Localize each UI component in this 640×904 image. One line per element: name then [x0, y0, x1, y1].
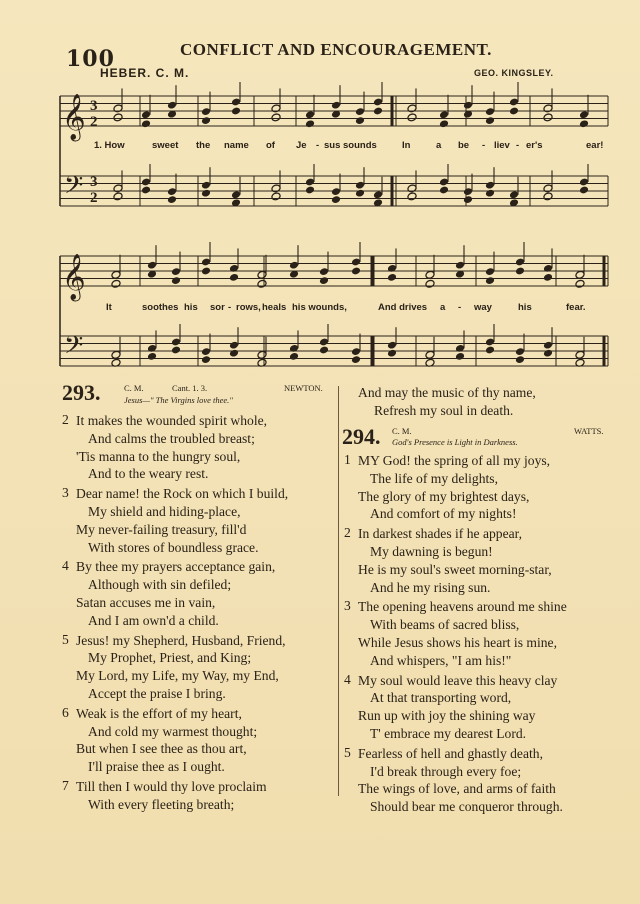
verse-line: By thee my prayers acceptance gain,: [76, 559, 276, 575]
verse-line: The life of my delights,: [370, 470, 498, 486]
verse-number: 5: [62, 631, 69, 647]
note-head: [271, 192, 281, 201]
note-head: [167, 195, 177, 204]
hymn-citation: Cant. 1. 3.: [172, 383, 208, 393]
lyric-syllable: liev: [494, 140, 510, 151]
note-head: [305, 119, 315, 128]
verse-line: My shield and hiding-place,: [88, 504, 241, 519]
note-head: [271, 113, 281, 122]
note-head: [543, 349, 553, 358]
note-head: [515, 267, 525, 276]
lyric-syllable: his: [518, 302, 532, 313]
note-head: [229, 273, 239, 282]
lyric-syllable: -: [458, 302, 462, 313]
staff-lines: [60, 96, 608, 366]
verse-line: The opening heavens around me shine: [358, 599, 567, 615]
lyric-syllable: of: [266, 140, 275, 151]
lyric-syllable: er's: [526, 140, 543, 151]
verse-line: And calms the troubled breast;: [88, 430, 255, 446]
note-head: [113, 113, 123, 122]
verse-line: My Lord, my Life, my Way, my End,: [76, 668, 279, 684]
note-head: [509, 107, 519, 116]
lyric-syllable: his wounds,: [292, 302, 347, 313]
note-head: [387, 349, 397, 358]
lyric-syllable: And drives: [378, 302, 428, 313]
verse-number: 7: [62, 778, 69, 793]
hymn-number: 294.: [342, 424, 381, 449]
page-title: CONFLICT AND ENCOURAGEMENT.: [180, 40, 492, 59]
lyric-syllable: name: [224, 140, 249, 151]
treble-clef-icon: 𝄞: [62, 94, 86, 140]
verse-number: 2: [344, 525, 351, 541]
note-head: [485, 346, 495, 355]
note-head: [485, 189, 495, 198]
bass-clef-icon: 𝄢: [64, 171, 84, 206]
verse-number: 3: [62, 485, 69, 501]
verse-number: 4: [62, 558, 69, 574]
note-head: [407, 113, 417, 122]
lyric-syllable: -: [316, 140, 320, 151]
verse-number: 6: [62, 704, 69, 720]
verse-line: My Prophet, Priest, and King;: [88, 650, 252, 666]
note-head: [543, 273, 553, 282]
note-head: [515, 355, 525, 364]
verse-line: My soul would leave this heavy clay: [358, 672, 558, 688]
note-head: [201, 355, 211, 364]
note-head: [373, 107, 383, 116]
note-head: [201, 267, 211, 276]
note-head: [455, 352, 465, 361]
note-head: [201, 189, 211, 198]
hymn-number: 293.: [62, 380, 101, 405]
note-head: [355, 116, 365, 125]
time-signature: 2: [90, 114, 98, 130]
verse-line: T' embrace my dearest Lord.: [370, 726, 527, 741]
hymn-meter: C. M.: [392, 426, 412, 436]
lyric-syllable: fear.: [566, 302, 586, 313]
note-heads: [111, 82, 589, 367]
time-signature: 3: [90, 174, 98, 190]
bass-clef-icon: 𝄢: [64, 331, 84, 366]
verse-line: With stores of boundless grace.: [88, 539, 259, 555]
verse-line: And may the music of thy name,: [358, 385, 536, 400]
note-head: [111, 279, 121, 288]
verse-line: While Jesus shows his heart is mine,: [358, 635, 557, 650]
note-head: [171, 276, 181, 285]
verse-line: And whispers, "I am his!": [370, 652, 512, 668]
note-head: [147, 352, 157, 361]
lyric-syllable: the: [196, 140, 211, 151]
verse-line: Although with sin defiled;: [88, 577, 232, 593]
note-head: [425, 279, 435, 288]
lyric-syllable: a: [436, 140, 442, 151]
lyric-syllable: a: [440, 302, 446, 313]
verse-line: My never-failing treasury, fill'd: [76, 521, 247, 537]
lyric-syllable: ear!: [586, 140, 604, 151]
verse-line: My dawning is begun!: [370, 544, 493, 559]
tune-name: HEBER. C. M.: [100, 66, 190, 80]
note-head: [579, 119, 589, 128]
lyric-syllable: his: [184, 302, 198, 313]
verse-line: The wings of love, and arms of faith: [358, 781, 556, 797]
verse-line: MY God! the spring of all my joys,: [358, 453, 551, 468]
hymn-meter: C. M.: [124, 383, 144, 393]
verse-line: The glory of my brightest days,: [358, 488, 530, 504]
lyric-syllable: sweet: [152, 140, 179, 151]
verse-line: Till then I would thy love proclaim: [76, 779, 267, 794]
verse-line: With every fleeting breath;: [88, 796, 235, 812]
verse-line: And to the weary rest.: [88, 466, 209, 482]
verse-line: It makes the wounded spirit whole,: [76, 413, 268, 428]
lyric-syllable: way: [474, 302, 492, 313]
hymn-subtitle: God's Presence is Light in Darkness.: [392, 437, 518, 447]
hymn-author: WATTS.: [574, 426, 604, 436]
lyric-syllable: It: [106, 302, 112, 313]
time-signature: 2: [90, 190, 98, 206]
note-head: [305, 186, 315, 195]
verse-line: Weak is the effort of my heart,: [76, 705, 242, 721]
note-head: [351, 355, 361, 364]
verse-line: In darkest shades if he appear,: [358, 526, 523, 542]
page-number: 100: [66, 46, 115, 72]
note-head: [289, 352, 299, 361]
note-head: [113, 192, 123, 201]
treble-clef-icon: 𝄞: [62, 254, 86, 300]
verse-line: Dear name! the Rock on which I build,: [76, 486, 289, 502]
note-head: [485, 276, 495, 285]
note-head: [351, 267, 361, 276]
note-head: [575, 279, 585, 288]
note-head: [387, 273, 397, 282]
verse-line: With beams of sacred bliss,: [370, 617, 520, 633]
verse-line: Jesus! my Shepherd, Husband, Friend,: [76, 632, 286, 648]
note-head: [355, 189, 365, 198]
note-head: [463, 195, 473, 204]
verse-number: 5: [344, 744, 351, 760]
note-head: [141, 119, 151, 128]
note-head: [257, 279, 267, 288]
verse-line: Fearless of hell and ghastly death,: [358, 745, 543, 761]
verse-number: 1: [344, 452, 351, 467]
note-head: [319, 276, 329, 285]
verse-number: 4: [344, 671, 351, 687]
verse-line: Refresh my soul in death.: [374, 402, 514, 418]
hymn-author: NEWTON.: [284, 383, 323, 393]
note-head: [439, 186, 449, 195]
lyric-syllable: Je: [296, 140, 307, 151]
lyric-syllable: In: [402, 140, 411, 151]
note-head: [231, 107, 241, 116]
note-head: [543, 192, 553, 201]
note-head: [141, 186, 151, 195]
hymn-subtitle: Jesus—" The Virgins love thee.": [124, 395, 233, 405]
verse-line: I'd break through every foe;: [370, 763, 522, 779]
verse-line: 'Tis manna to the hungry soul,: [76, 448, 241, 464]
note-head: [485, 116, 495, 125]
verse-number: 3: [344, 598, 351, 614]
note-head: [229, 349, 239, 358]
verse-line: Satan accuses me in vain,: [76, 595, 216, 610]
verse-line: And comfort of my nights!: [370, 506, 517, 522]
verse-number: 2: [62, 412, 69, 427]
note-head: [201, 116, 211, 125]
note-head: [331, 195, 341, 204]
verse-line: But when I see thee as thou art,: [76, 741, 247, 757]
note-head: [543, 113, 553, 122]
lyric-syllable: -: [516, 140, 520, 151]
verse-line: And cold my warmest thought;: [88, 723, 258, 739]
verse-line: Accept the praise I bring.: [88, 686, 226, 701]
note-head: [171, 346, 181, 355]
note-head: [579, 186, 589, 195]
verse-line: And he my rising sun.: [370, 579, 491, 595]
verse-line: At that transporting word,: [370, 690, 512, 706]
lyric-syllable: soothes: [142, 302, 179, 313]
lyric-syllable: -: [482, 140, 486, 151]
lyric-syllable: rows,: [236, 302, 261, 313]
lyric-syllable: heals: [262, 302, 287, 313]
lyric-syllable: sor: [210, 302, 225, 313]
verse-line: He is my soul's sweet morning-star,: [358, 561, 552, 577]
verse-line: Should bear me conqueror through.: [370, 799, 563, 815]
music-score: [0, 0, 640, 380]
lyric-syllable: 1. How: [94, 140, 125, 151]
lyric-syllable: be: [458, 140, 470, 151]
column-divider: [338, 386, 339, 796]
lyric-syllable: sus sounds: [324, 140, 377, 151]
note-head: [439, 119, 449, 128]
verse-line: Run up with joy the shining way: [358, 708, 536, 724]
note-head: [319, 346, 329, 355]
time-signature: 3: [90, 98, 98, 114]
lyric-syllable: -: [228, 302, 232, 313]
note-head: [407, 192, 417, 201]
verse-line: And I am own'd a child.: [88, 612, 219, 628]
composer-name: GEO. KINGSLEY.: [474, 68, 554, 78]
verse-line: I'll praise thee as I ought.: [88, 759, 225, 775]
clefs: [62, 94, 98, 366]
